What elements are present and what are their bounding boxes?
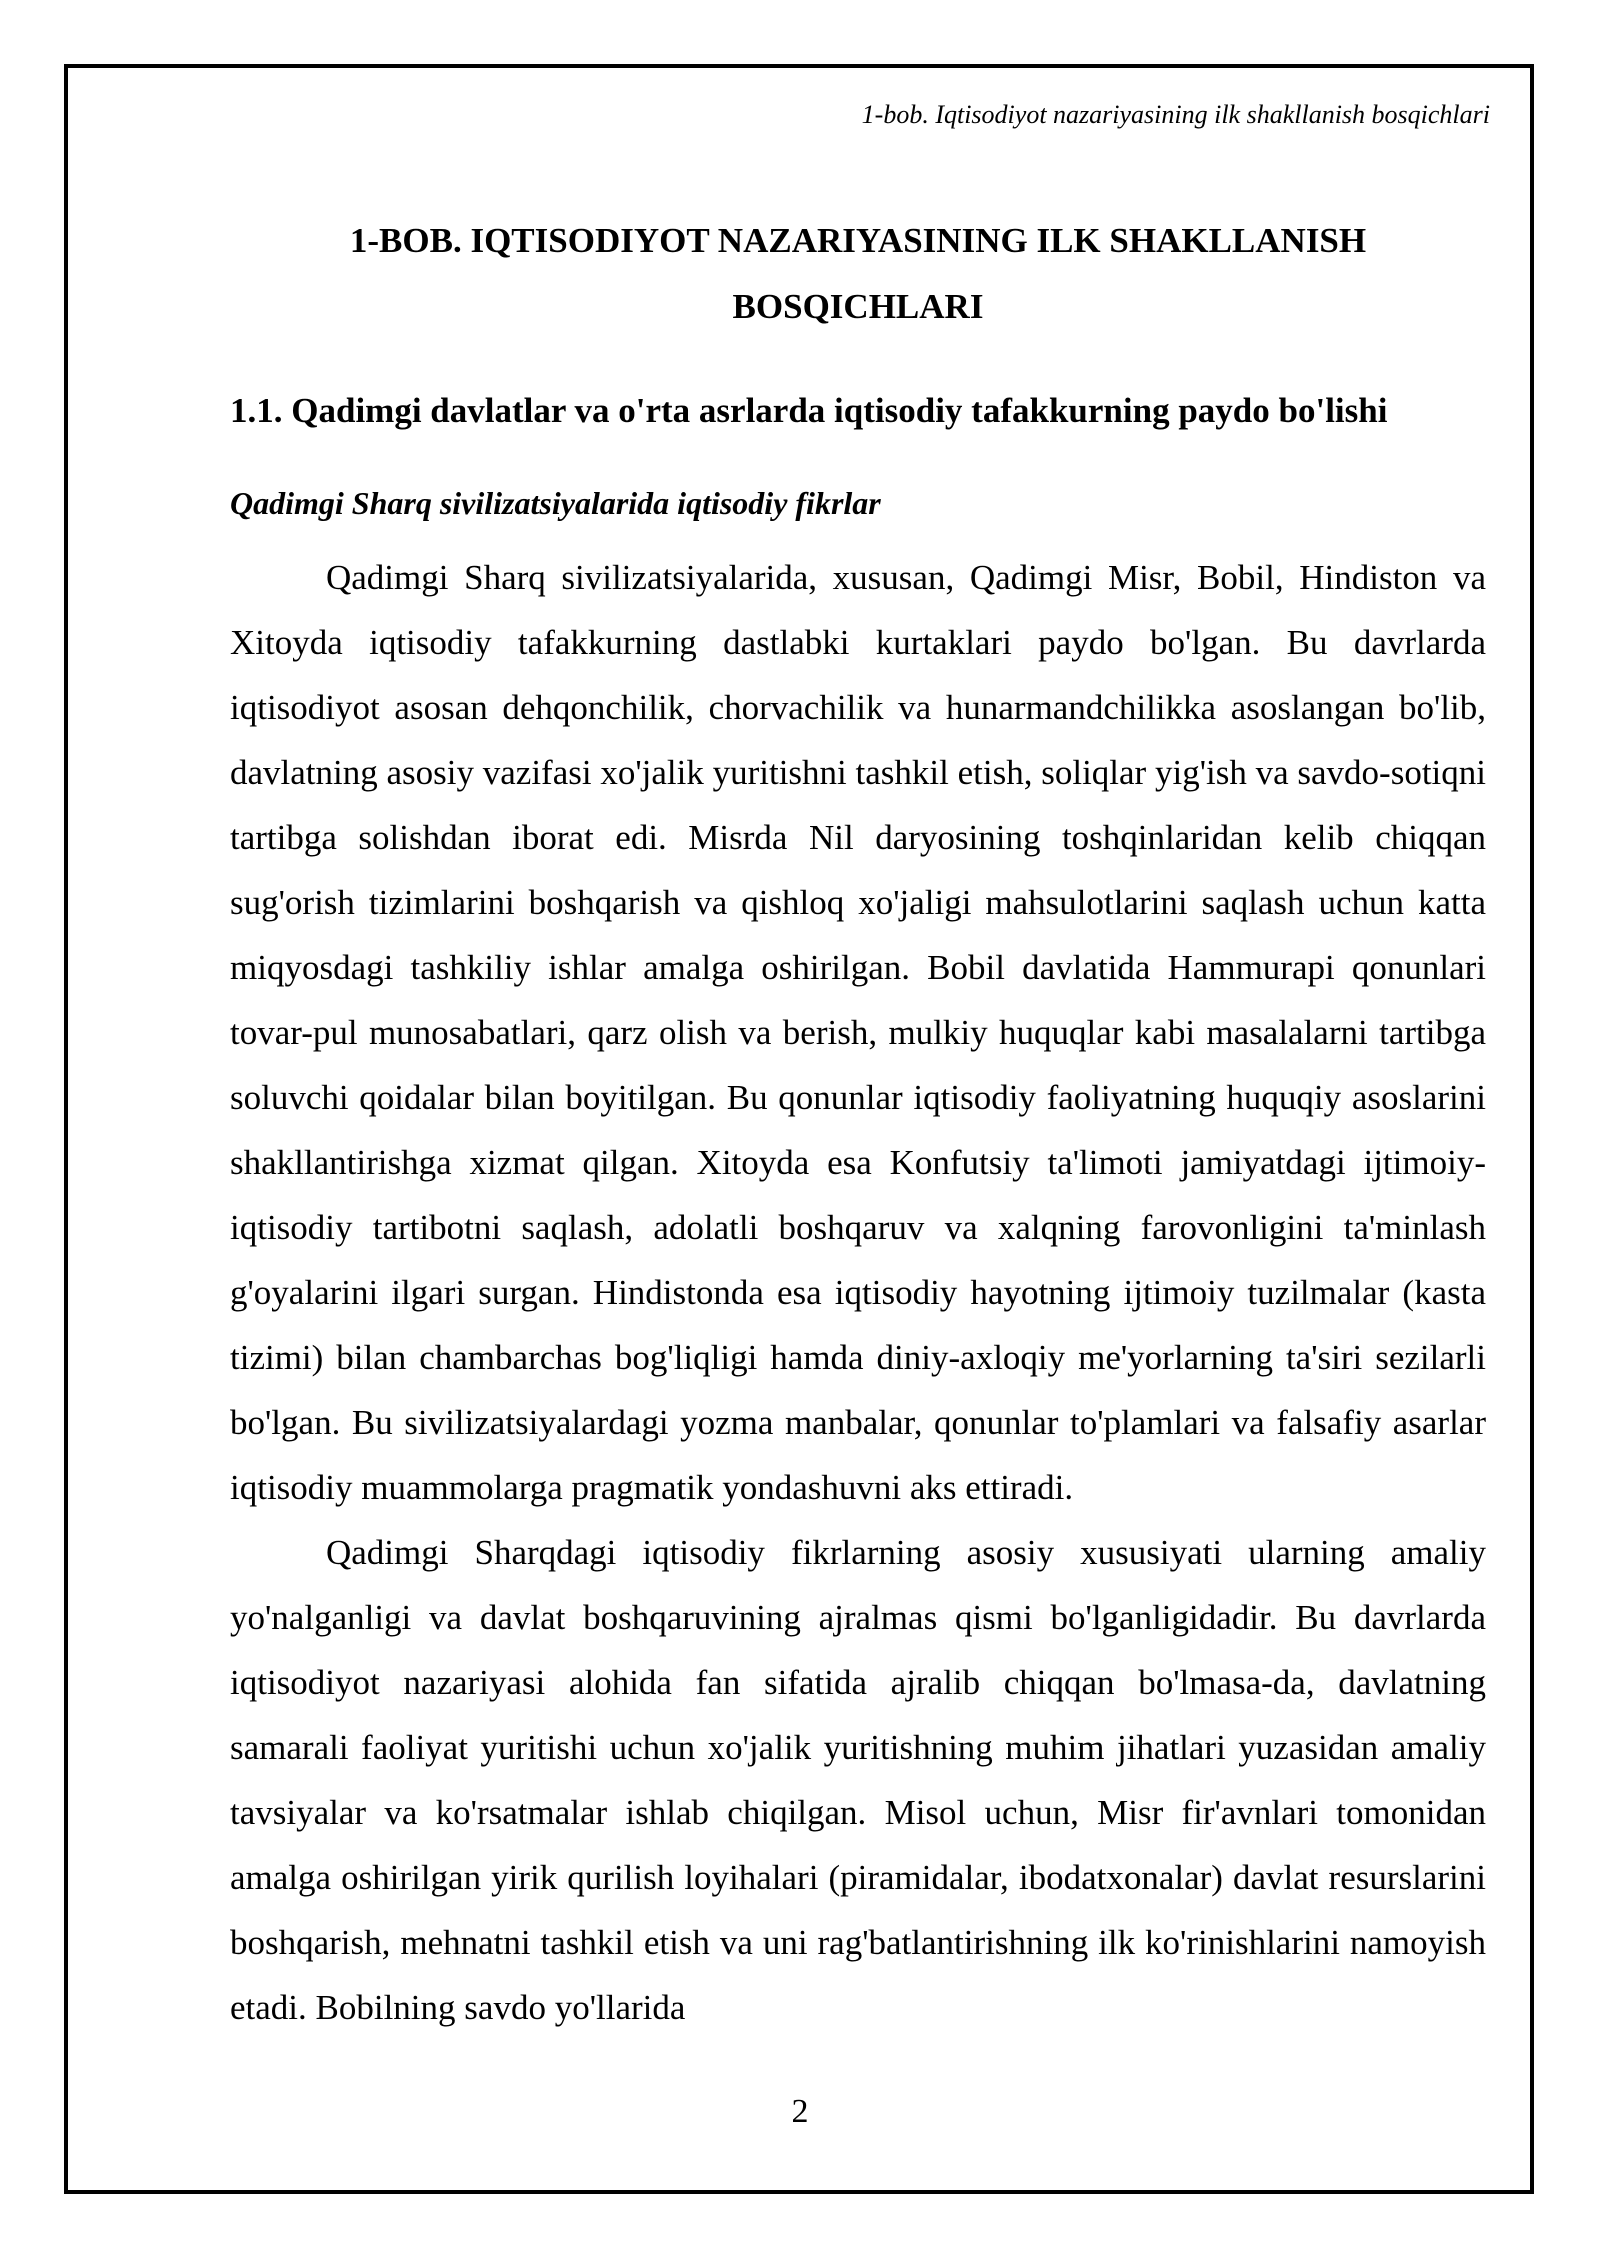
page-number: 2 bbox=[791, 2093, 809, 2130]
chapter-title-line-1: 1-BOB. IQTISODIYOT NAZARIYASINING ILK SHAKLLANISH bbox=[349, 221, 1367, 260]
paragraph-1: Qadimgi Sharq sivilizatsiyalarida, xususan, Qadimgi Misr, Bobil, Hindiston va Xitoyda iqtisodiy tafakkurning dastlabki kurtaklari paydo bo'lgan. Bu davrlarda iqtisodiyot asosan dehqonchilik, chorvachilik va hunarmandchilikka asoslangan bo'lib, davlatning asosiy vazifasi xo'jalik yuritishni tashkil etish, soliqlar yig'ish va savdo-sotiqni tartibga solishdan iborat edi. Misrda Nil daryosining toshqinlaridan kelib chiqqan sug'orish tizimlarini boshqarish va qishloq xo'jaligi mahsulotlarini saqlash uchun katta miqyosdagi tashkiliy ishlar amalga oshirilgan. Bobil davlatida Hammurapi qonunlari tovar-pul munosabatlari, qarz olish va berish, mulkiy huquqlar kabi masalalarni tartibga soluvchi qoidalar bilan boyitilgan. Bu qonunlar iqtisodiy faoliyatning huquqiy asoslarini shakllantirishga xizmat qilgan. Xitoyda esa Konfutsiy ta'limoti jamiyatdagi ijtimoiy-iqtisodiy tartibotni saqlash, adolatli boshqaruv va xalqning farovonligini ta'minlash g'oyalarini ilgari surgan. Hindistonda esa iqtisodiy hayotning ijtimoiy tuzilmalar (kasta tizimi) bilan chambarchas bog'liqligi hamda diniy-axloqiy me'yorlarning ta'siri sezilarli bo'lgan. Bu sivilizatsiyalardagi yozma manbalar, qonunlar to'plamlari va falsafiy asarlar iqtisodiy muammolarga pragmatik yondashuvni aks ettiradi. bbox=[230, 558, 1486, 1507]
section-title: 1.1. Qadimgi davlatlar va o'rta asrlarda iqtisodiy tafakkurning paydo bo'lishi bbox=[230, 391, 1388, 430]
subsection-title: Qadimgi Sharq sivilizatsiyalarida iqtisodiy fikrlar bbox=[230, 485, 881, 521]
paragraph-2: Qadimgi Sharqdagi iqtisodiy fikrlarning asosiy xususiyati ularning amaliy yo'nalganligi va davlat boshqaruvining ajralmas qismi bo'lganligidadir. Bu davrlarda iqtisodiyot nazariyasi alohida fan sifatida ajralib chiqqan bo'lmasa-da, davlatning samarali faoliyat yuritishi uchun xo'jalik yuritishning muhim jihatlari yuzasidan amaliy tavsiyalar va ko'rsatmalar ishlab chiqilgan. Misol uchun, Misr fir'avnlari tomonidan amalga oshirilgan yirik qurilish loyihalari (piramidalar, ibodatxonalar) davlat resurslarini boshqarish, mehnatni tashkil etish va uni rag'batlantirishning ilk ko'rinishlarini namoyish etadi. Bobilning savdo yo'llarida bbox=[230, 1533, 1486, 2027]
running-header: 1-bob. Iqtisodiyot nazariyasining ilk shakllanish bosqichlari bbox=[861, 100, 1490, 129]
body-text bbox=[230, 545, 1486, 2040]
chapter-title-line-2: BOSQICHLARI bbox=[732, 287, 984, 326]
chapter-title bbox=[230, 208, 1486, 340]
